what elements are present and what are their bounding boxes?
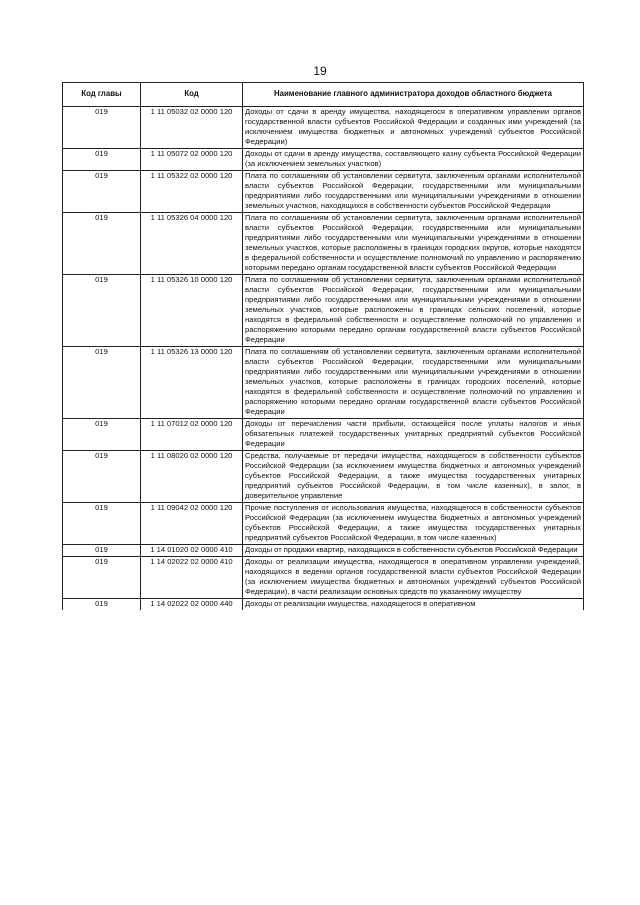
chapter-code-cell: 019 [63,107,141,149]
code-cell: 1 11 05032 02 0000 120 [141,107,243,149]
table-row [63,545,584,557]
table-row [63,503,584,545]
name-cell: Прочие поступления от использования имущества, находящегося в собственности субъектов Российской Федерации (за исключением имущества бюджетных и автономных учреждений субъектов Российской Федерации, а также имущества государственных унитарных предприятий субъектов Российской Федерации, в том числе казенных) [243,503,584,545]
table-row [63,347,584,419]
header-code: Код [141,83,243,107]
revenue-table [62,82,584,610]
chapter-code-cell: 019 [63,275,141,347]
name-cell: Доходы от продажи квартир, находящихся в собственности субъектов Российской Федерации [243,545,584,557]
code-cell: 1 11 05326 10 0000 120 [141,275,243,347]
chapter-code-cell: 019 [63,451,141,503]
name-cell: Плата по соглашениям об установлении сервитута, заключенным органами исполнительной власти субъектов Российской Федерации, государственными или муниципальными предприятиями либо государственными или муниципальными учреждениями в отношении земельных участков, которые расположены в границах сельских поселений, которые находятся в федеральной собственности и осуществление полномочий по управлению и распоряжению которыми передано органам государственной власти субъектов Российской Федерации [243,275,584,347]
chapter-code-cell: 019 [63,149,141,171]
table-row [63,107,584,149]
chapter-code-cell: 019 [63,503,141,545]
code-cell: 1 11 09042 02 0000 120 [141,503,243,545]
table-row [63,275,584,347]
chapter-code-cell: 019 [63,213,141,275]
header-chapter-code: Код главы [63,83,141,107]
table-row [63,171,584,213]
name-cell: Средства, получаемые от передачи имущества, находящегося в собственности субъектов Российской Федерации (за исключением имущества бюджетных и автономных учреждений субъектов Российской Федерации, а также имущества государственных унитарных предприятий субъектов Российской Федерации, в том числе казенных), в залог, в доверительное управление [243,451,584,503]
table-row [63,149,584,171]
page-number: 19 [313,64,327,78]
chapter-code-cell: 019 [63,545,141,557]
table-row [63,451,584,503]
code-cell: 1 11 08020 02 0000 120 [141,451,243,503]
chapter-code-cell: 019 [63,171,141,213]
code-cell: 1 14 02022 02 0000 440 [141,599,243,611]
table-row [63,599,584,611]
name-cell: Плата по соглашениям об установлении сервитута, заключенным органами исполнительной власти субъектов Российской Федерации, государственными или муниципальными предприятиями либо государственными или муниципальными учреждениями в отношении земельных участков, находящихся в собственности субъектов Российской Федерации [243,171,584,213]
code-cell: 1 14 02022 02 0000 410 [141,557,243,599]
name-cell: Доходы от реализации имущества, находящегося в оперативном [243,599,584,611]
name-cell: Доходы от сдачи в аренду имущества, находящегося в оперативном управлении органов государственной власти субъектов Российской Федерации и созданных ими учреждений (за исключением имущества бюджетных и автономных учреждений субъектов Российской Федерации) [243,107,584,149]
name-cell: Доходы от сдачи в аренду имущества, составляющего казну субъекта Российской Федерации (за исключением земельных участков) [243,149,584,171]
name-cell: Плата по соглашениям об установлении сервитута, заключенным органами исполнительной власти субъектов Российской Федерации, государственными или муниципальными предприятиями либо государственными или муниципальными учреждениями в отношении земельных участков, которые расположены в границах городских поселений, которые находятся в федеральной собственности и осуществление полномочий по управлению и распоряжению которыми передано органам государственной власти субъектов Российской Федерации [243,347,584,419]
chapter-code-cell: 019 [63,599,141,611]
code-cell: 1 11 05326 04 0000 120 [141,213,243,275]
table-header-row [63,83,584,107]
table-row [63,419,584,451]
code-cell: 1 11 07012 02 0000 120 [141,419,243,451]
name-cell: Доходы от перечисления части прибыли, остающейся после уплаты налогов и иных обязательных платежей государственных унитарных предприятий субъектов Российской Федерации [243,419,584,451]
chapter-code-cell: 019 [63,557,141,599]
header-name: Наименование главного администратора доходов областного бюджета [243,83,584,107]
table-row [63,213,584,275]
name-cell: Плата по соглашениям об установлении сервитута, заключенным органами исполнительной власти субъектов Российской Федерации, государственными или муниципальными предприятиями либо государственными или муниципальными учреждениями в отношении земельных участков, которые расположены в границах городских округов, которые находятся в федеральной собственности и осуществление полномочий по управлению и распоряжению которыми передано органам государственной власти субъектов Российской Федерации [243,213,584,275]
code-cell: 1 11 05072 02 0000 120 [141,149,243,171]
table-row [63,557,584,599]
code-cell: 1 11 05322 02 0000 120 [141,171,243,213]
code-cell: 1 14 01020 02 0000 410 [141,545,243,557]
name-cell: Доходы от реализации имущества, находящегося в оперативном управлении учреждений, находящихся в ведении органов государственной власти субъектов Российской Федерации (за исключением имущества бюджетных и автономных учреждений субъектов Российской Федерации), в части реализации основных средств по указанному имуществу [243,557,584,599]
code-cell: 1 11 05326 13 0000 120 [141,347,243,419]
chapter-code-cell: 019 [63,347,141,419]
chapter-code-cell: 019 [63,419,141,451]
